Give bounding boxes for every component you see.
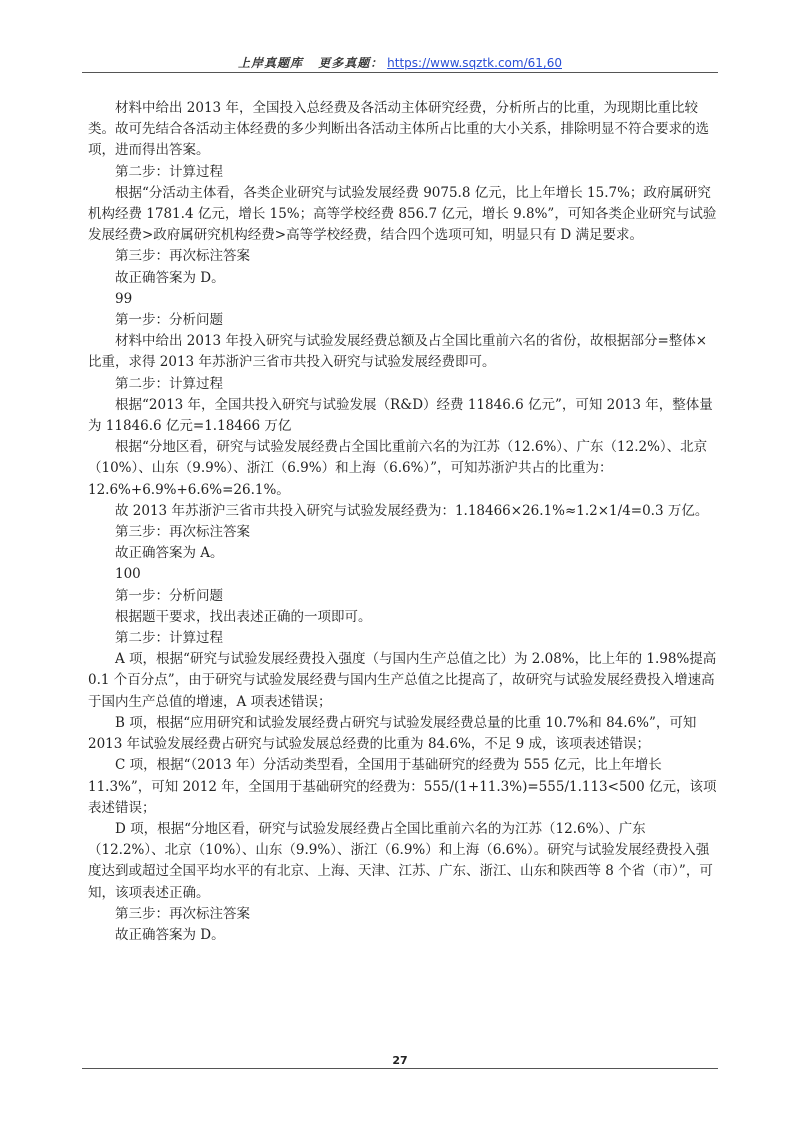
paragraph: 材料中给出 2013 年，全国投入总经费及各活动主体研究经费，分析所占的比重，为现期比重比较类。故可先结合各活动主体经费的多少判断出各活动主体所占比重的大小关系，排除明显不符合要求的选项，进而得出答案。: [88, 100, 709, 159]
step-heading: 第三步：再次标注答案: [115, 905, 250, 922]
paragraph: 根据“2013 年，全国共投入研究与试验发展（R&D）经费 11846.6 亿元”，可知 2013 年，整体量为 11846.6 亿元=1.18466 万亿: [88, 396, 713, 435]
header-brand: 上岸真题库: [238, 56, 304, 70]
step-heading: 第二步：计算过程: [115, 630, 223, 647]
step-heading: 第一步：分析问题: [115, 312, 223, 329]
header-divider: [82, 72, 718, 73]
step-heading: 第二步：计算过程: [115, 375, 223, 392]
header-link[interactable]: https://www.sqztk.com/61,60: [387, 56, 562, 70]
document-body: [88, 98, 718, 946]
step-heading: 第二步：计算过程: [115, 163, 223, 180]
footer-divider: [82, 1068, 718, 1069]
paragraph: 故 2013 年苏浙沪三省市共投入研究与试验发展经费为：1.18466×26.1%≈1.2×1/4=0.3 万亿。: [115, 502, 709, 519]
paragraph: 根据“分活动主体看，各类企业研究与试验发展经费 9075.8 亿元，比上年增长 15.7%；政府属研究机构经费 1781.4 亿元，增长 15%；高等学校经费 856.7 亿元，增长 9.8%”，可知各类企业研究与试验发展经费>政府属研究机构经费>高等学校经费，结合四个选项可知，明显只有 D 满足要求。: [88, 184, 717, 244]
paragraph: 根据“分地区看，研究与试验发展经费占全国比重前六名的为江苏（12.6%）、广东（12.2%）、北京（10%）、山东（9.9%）、浙江（6.9%）和上海（6.6%）”，可知苏浙沪共占的比重为：12.6%+6.9%+6.6%=26.1%。: [88, 439, 708, 498]
answer-line: 故正确答案为 A。: [115, 545, 224, 562]
page-header: [0, 54, 800, 71]
option-analysis-c: C 项，根据“（2013 年）分活动类型看，全国用于基础研究的经费为 555 亿元，比上年增长 11.3%”，可知 2012 年，全国用于基础研究的经费为：555/(1+11.3%)=555/1.113<500 亿元，该项表述错误；: [88, 757, 717, 816]
step-heading: 第三步：再次标注答案: [115, 524, 250, 541]
page-number: 27: [392, 1054, 408, 1067]
step-heading: 第三步：再次标注答案: [115, 248, 250, 265]
answer-line: 故正确答案为 D。: [115, 926, 225, 943]
question-number: 99: [115, 290, 133, 307]
option-analysis-d: D 项，根据“分地区看，研究与试验发展经费占全国比重前六名的为江苏（12.6%）、广东（12.2%）、北京（10%）、山东（9.9%）、浙江（6.9%）和上海（6.6%）。研究与试验发展经费投入强度达到或超过全国平均水平的有北京、上海、天津、江苏、广东、浙江、山东和陕西等 8 个省（市）”，可知，该项表述正确。: [88, 820, 713, 901]
question-number: 100: [115, 566, 141, 583]
answer-line: 故正确答案为 D。: [115, 269, 225, 286]
paragraph: 根据题干要求，找出表述正确的一项即可。: [115, 608, 372, 625]
step-heading: 第一步：分析问题: [115, 587, 223, 604]
option-analysis-a: A 项，根据“研究与试验发展经费投入强度（与国内生产总值之比）为 2.08%，比上年的 1.98%提高 0.1 个百分点”，由于研究与试验发展经费与国内生产总值之比提高了，故研究与试验发展经费投入增速高于国内生产总值的增速，A 项表述错误；: [88, 651, 717, 710]
option-analysis-b: B 项，根据“应用研究和试验发展经费占研究与试验发展经费总量的比重 10.7%和 84.6%”，可知 2013 年试验发展经费占研究与试验发展总经费的比重为 84.6%，不足 9 成，该项表述错误；: [88, 714, 697, 753]
paragraph: 材料中给出 2013 年投入研究与试验发展经费总额及占全国比重前六名的省份，故根据部分=整体×比重，求得 2013 年苏浙沪三省市共投入研究与试验发展经费即可。: [88, 333, 708, 371]
header-more-label: 更多真题：: [318, 56, 384, 70]
